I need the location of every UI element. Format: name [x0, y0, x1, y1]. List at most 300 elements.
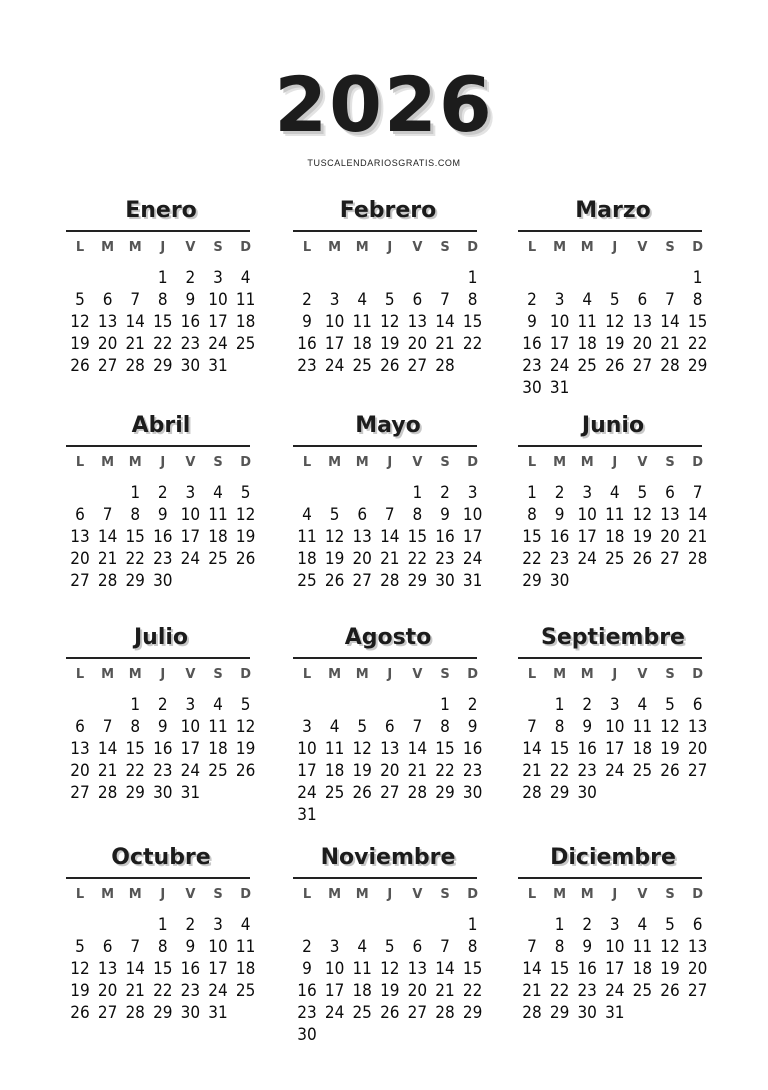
day-cell: 19	[660, 739, 680, 759]
weekday-label: J	[160, 667, 166, 682]
day-cell: 3	[302, 717, 312, 737]
day-cell: 3	[609, 695, 620, 715]
day-cell: 15	[407, 527, 428, 547]
day-cell: 14	[380, 527, 400, 547]
day-cell: 14	[435, 312, 455, 332]
day-cell: 16	[522, 334, 542, 354]
day-cell: 21	[407, 761, 428, 781]
day-cell: 22	[549, 761, 570, 781]
day-cell: 5	[637, 483, 648, 503]
weekday-label: V	[185, 240, 196, 255]
day-cell: 12	[632, 505, 653, 525]
day-cell: 5	[329, 505, 340, 525]
day-cell: 22	[153, 334, 173, 354]
day-cell: 10	[577, 505, 597, 525]
day-cell: 17	[577, 527, 597, 547]
day-cell: 27	[97, 356, 118, 376]
day-cell: 28	[407, 783, 428, 803]
day-cell: 7	[130, 290, 141, 310]
weekday-label: D	[240, 667, 251, 682]
weekday-label: J	[612, 240, 618, 255]
weekday-label: M	[553, 455, 567, 470]
day-cell: 24	[208, 981, 228, 1001]
day-cell: 11	[208, 717, 228, 737]
day-cell: 21	[687, 527, 708, 547]
weekday-label: D	[467, 667, 478, 682]
day-cell: 6	[75, 717, 85, 737]
day-cell: 18	[297, 549, 317, 569]
day-cell: 9	[157, 717, 168, 737]
day-cell: 31	[208, 1003, 228, 1023]
day-cell: 26	[235, 761, 256, 781]
day-cell: 24	[208, 334, 228, 354]
weekday-label: M	[355, 887, 369, 902]
weekday-label: L	[527, 240, 537, 255]
day-cell: 11	[297, 527, 317, 547]
day-cell: 21	[660, 334, 680, 354]
day-cell: 18	[208, 739, 228, 759]
weekday-label: S	[213, 240, 223, 255]
day-cell: 3	[554, 290, 565, 310]
day-cell: 8	[157, 290, 168, 310]
day-cell: 4	[637, 915, 648, 935]
day-cell: 25	[352, 1003, 372, 1023]
day-cell: 30	[577, 783, 597, 803]
day-cell: 27	[70, 571, 90, 591]
day-cell: 20	[70, 761, 90, 781]
day-cell: 9	[185, 290, 196, 310]
day-cell: 16	[435, 527, 455, 547]
weekday-label: M	[128, 667, 142, 682]
weekday-label: D	[692, 240, 703, 255]
day-cell: 6	[384, 717, 395, 737]
weekday-label: L	[302, 887, 312, 902]
weekday-label: M	[553, 887, 567, 902]
day-cell: 3	[582, 483, 593, 503]
day-cell: 18	[632, 739, 653, 759]
day-cell: 15	[125, 527, 145, 547]
weekday-label: M	[328, 240, 342, 255]
day-cell: 29	[549, 1003, 570, 1023]
day-cell: 12	[660, 717, 680, 737]
day-cell: 22	[462, 334, 483, 354]
day-cell: 3	[185, 695, 196, 715]
day-cell: 6	[357, 505, 368, 525]
day-cell: 8	[527, 505, 537, 525]
day-cell: 18	[577, 334, 597, 354]
month-divider	[293, 657, 477, 659]
day-cell: 2	[157, 695, 168, 715]
day-cell: 11	[235, 937, 256, 957]
weekday-label: L	[527, 667, 537, 682]
day-cell: 23	[462, 761, 483, 781]
day-cell: 16	[577, 959, 597, 979]
day-cell: 28	[125, 356, 145, 376]
day-cell: 15	[153, 312, 173, 332]
day-cell: 30	[522, 378, 542, 398]
day-cell: 16	[297, 981, 317, 1001]
day-cell: 29	[687, 356, 708, 376]
month-junio	[518, 413, 708, 613]
day-cell: 1	[554, 695, 565, 715]
weekday-label: S	[440, 887, 450, 902]
day-cell: 7	[412, 717, 423, 737]
day-cell: 2	[185, 268, 196, 288]
day-cell: 31	[462, 571, 483, 591]
day-cell: 24	[180, 761, 201, 781]
day-cell: 17	[324, 334, 345, 354]
month-divider	[518, 445, 702, 447]
day-cell: 11	[352, 312, 372, 332]
day-cell: 30	[180, 356, 201, 376]
day-cell: 15	[125, 739, 145, 759]
weekday-label: S	[665, 455, 675, 470]
day-cell: 17	[180, 527, 201, 547]
day-cell: 12	[352, 739, 372, 759]
weekday-label: M	[128, 887, 142, 902]
day-cell: 19	[235, 739, 256, 759]
weekday-label: M	[101, 887, 115, 902]
day-cell: 30	[153, 571, 173, 591]
day-cell: 20	[407, 334, 428, 354]
day-cell: 16	[180, 312, 201, 332]
day-cell: 6	[637, 290, 648, 310]
day-cell: 19	[660, 959, 680, 979]
day-cell: 15	[522, 527, 542, 547]
day-cell: 26	[70, 1003, 90, 1023]
month-julio	[66, 625, 256, 825]
day-cell: 11	[632, 717, 653, 737]
day-cell: 11	[235, 290, 256, 310]
day-cell: 21	[380, 549, 400, 569]
day-cell: 1	[130, 695, 141, 715]
month-divider	[66, 230, 250, 232]
day-cell: 9	[582, 937, 593, 957]
weekday-label: D	[467, 887, 478, 902]
day-cell: 9	[467, 717, 478, 737]
day-cell: 13	[660, 505, 680, 525]
day-cell: 20	[407, 981, 428, 1001]
weekday-label: M	[580, 455, 594, 470]
day-cell: 21	[125, 334, 145, 354]
day-cell: 5	[357, 717, 368, 737]
day-cell: 2	[185, 915, 196, 935]
day-cell: 7	[527, 717, 537, 737]
weekday-label: L	[302, 240, 312, 255]
day-cell: 14	[522, 959, 542, 979]
weekday-label: M	[328, 887, 342, 902]
day-cell: 4	[213, 483, 223, 503]
day-cell: 4	[357, 937, 368, 957]
weekday-label: M	[580, 887, 594, 902]
day-cell: 12	[380, 312, 400, 332]
day-cell: 9	[582, 717, 593, 737]
day-cell: 30	[577, 1003, 597, 1023]
day-cell: 30	[297, 1025, 317, 1045]
day-cell: 10	[462, 505, 483, 525]
day-cell: 6	[102, 937, 113, 957]
month-noviembre	[293, 845, 483, 1045]
day-cell: 26	[352, 783, 372, 803]
month-agosto	[293, 625, 483, 825]
month-divider	[66, 877, 250, 879]
day-cell: 25	[297, 571, 317, 591]
day-cell: 28	[687, 549, 708, 569]
day-cell: 12	[660, 937, 680, 957]
day-cell: 13	[687, 717, 708, 737]
day-cell: 22	[687, 334, 708, 354]
day-cell: 5	[75, 290, 85, 310]
day-cell: 28	[522, 1003, 542, 1023]
day-cell: 26	[605, 356, 625, 376]
weekday-label: S	[440, 667, 450, 682]
day-cell: 26	[660, 981, 680, 1001]
weekday-label: L	[302, 667, 312, 682]
day-cell: 28	[125, 1003, 145, 1023]
month-marzo	[518, 198, 708, 398]
day-cell: 11	[632, 937, 653, 957]
day-cell: 12	[380, 959, 400, 979]
weekday-label: D	[240, 240, 251, 255]
month-mayo	[293, 413, 483, 613]
day-cell: 7	[440, 937, 450, 957]
month-septiembre	[518, 625, 708, 825]
day-cell: 26	[70, 356, 90, 376]
day-cell: 26	[660, 761, 680, 781]
day-cell: 4	[609, 483, 620, 503]
day-cell: 17	[605, 959, 625, 979]
day-cell: 17	[462, 527, 483, 547]
day-cell: 29	[153, 1003, 173, 1023]
day-cell: 21	[435, 981, 455, 1001]
day-cell: 6	[102, 290, 113, 310]
day-cell: 9	[185, 937, 196, 957]
day-cell: 7	[440, 290, 450, 310]
day-cell: 13	[687, 937, 708, 957]
day-cell: 1	[692, 268, 703, 288]
day-cell: 23	[522, 356, 542, 376]
day-cell: 7	[102, 717, 113, 737]
month-name: Junio	[581, 413, 645, 438]
day-cell: 8	[130, 505, 141, 525]
weekday-label: J	[387, 455, 393, 470]
day-cell: 22	[125, 761, 145, 781]
month-name: Julio	[133, 625, 189, 650]
day-cell: 19	[605, 334, 625, 354]
day-cell: 24	[297, 783, 317, 803]
day-cell: 28	[522, 783, 542, 803]
weekday-label: M	[128, 240, 142, 255]
day-cell: 23	[549, 549, 570, 569]
day-cell: 26	[380, 356, 400, 376]
day-cell: 1	[467, 268, 478, 288]
day-cell: 1	[440, 695, 450, 715]
day-cell: 13	[70, 527, 90, 547]
day-cell: 19	[632, 527, 653, 547]
month-abril	[66, 413, 256, 613]
day-cell: 15	[462, 312, 483, 332]
day-cell: 7	[527, 937, 537, 957]
weekday-label: S	[213, 455, 223, 470]
weekday-label: V	[637, 455, 648, 470]
weekday-label: J	[160, 240, 166, 255]
month-divider	[518, 657, 702, 659]
day-cell: 3	[609, 915, 620, 935]
day-cell: 20	[380, 761, 400, 781]
weekday-label: J	[612, 667, 618, 682]
day-cell: 6	[75, 505, 85, 525]
weekday-label: L	[75, 887, 85, 902]
weekday-label: S	[665, 240, 675, 255]
day-cell: 11	[577, 312, 597, 332]
day-cell: 27	[70, 783, 90, 803]
month-name: Abril	[131, 413, 191, 438]
day-cell: 30	[462, 783, 483, 803]
day-cell: 1	[467, 915, 478, 935]
day-cell: 10	[180, 505, 201, 525]
weekday-label: S	[213, 887, 223, 902]
day-cell: 23	[153, 761, 173, 781]
day-cell: 10	[324, 312, 345, 332]
day-cell: 15	[153, 959, 173, 979]
day-cell: 28	[380, 571, 400, 591]
day-cell: 20	[97, 981, 118, 1001]
day-cell: 2	[527, 290, 537, 310]
day-cell: 25	[352, 356, 372, 376]
day-cell: 16	[180, 959, 201, 979]
day-cell: 24	[324, 356, 345, 376]
day-cell: 6	[692, 915, 703, 935]
weekday-label: L	[75, 240, 85, 255]
day-cell: 31	[549, 378, 570, 398]
day-cell: 20	[687, 959, 708, 979]
weekday-label: D	[467, 455, 478, 470]
day-cell: 25	[324, 783, 345, 803]
day-cell: 17	[297, 761, 317, 781]
day-cell: 14	[97, 739, 118, 759]
day-cell: 19	[235, 527, 256, 547]
day-cell: 13	[70, 739, 90, 759]
day-cell: 24	[180, 549, 201, 569]
day-cell: 3	[213, 915, 223, 935]
day-cell: 25	[632, 981, 653, 1001]
day-cell: 2	[582, 695, 593, 715]
day-cell: 20	[97, 334, 118, 354]
day-cell: 23	[435, 549, 455, 569]
weekday-label: L	[527, 455, 537, 470]
day-cell: 2	[302, 290, 312, 310]
month-divider	[293, 877, 477, 879]
weekday-label: J	[612, 887, 618, 902]
day-cell: 7	[692, 483, 703, 503]
day-cell: 10	[297, 739, 317, 759]
day-cell: 5	[665, 915, 675, 935]
day-cell: 10	[180, 717, 201, 737]
day-cell: 17	[324, 981, 345, 1001]
day-cell: 1	[130, 483, 141, 503]
day-cell: 21	[522, 981, 542, 1001]
weekday-label: L	[527, 887, 537, 902]
day-cell: 1	[157, 268, 168, 288]
weekday-label: M	[553, 667, 567, 682]
day-cell: 19	[70, 334, 90, 354]
day-cell: 1	[527, 483, 537, 503]
day-cell: 14	[435, 959, 455, 979]
day-cell: 9	[527, 312, 537, 332]
day-cell: 25	[577, 356, 597, 376]
day-cell: 5	[609, 290, 620, 310]
day-cell: 4	[240, 268, 251, 288]
day-cell: 4	[329, 717, 340, 737]
day-cell: 5	[240, 695, 251, 715]
weekday-label: M	[328, 667, 342, 682]
month-divider	[293, 230, 477, 232]
year-title: 2026	[274, 60, 494, 149]
month-divider	[518, 230, 702, 232]
weekday-label: V	[185, 455, 196, 470]
weekday-label: D	[692, 667, 703, 682]
month-name: Diciembre	[550, 845, 676, 870]
day-cell: 17	[208, 959, 228, 979]
day-cell: 27	[632, 356, 653, 376]
day-cell: 18	[324, 761, 345, 781]
day-cell: 18	[632, 959, 653, 979]
weekday-label: J	[160, 455, 166, 470]
month-name: Enero	[125, 198, 197, 223]
day-cell: 16	[153, 739, 173, 759]
day-cell: 6	[692, 695, 703, 715]
day-cell: 4	[240, 915, 251, 935]
month-name: Octubre	[111, 845, 211, 870]
day-cell: 13	[352, 527, 372, 547]
day-cell: 24	[462, 549, 483, 569]
weekday-label: S	[440, 455, 450, 470]
day-cell: 2	[467, 695, 478, 715]
weekday-label: J	[612, 455, 618, 470]
day-cell: 25	[632, 761, 653, 781]
month-name: Mayo	[355, 413, 421, 438]
day-cell: 25	[235, 334, 256, 354]
weekday-label: M	[355, 667, 369, 682]
day-cell: 18	[235, 312, 256, 332]
day-cell: 23	[180, 334, 201, 354]
day-cell: 13	[407, 312, 428, 332]
day-cell: 24	[577, 549, 597, 569]
weekday-label: M	[553, 240, 567, 255]
day-cell: 21	[125, 981, 145, 1001]
day-cell: 31	[180, 783, 201, 803]
weekday-label: D	[240, 887, 251, 902]
day-cell: 11	[352, 959, 372, 979]
day-cell: 31	[208, 356, 228, 376]
weekday-label: V	[185, 667, 196, 682]
weekday-label: S	[665, 667, 675, 682]
day-cell: 24	[324, 1003, 345, 1023]
day-cell: 5	[384, 937, 395, 957]
day-cell: 13	[407, 959, 428, 979]
day-cell: 19	[352, 761, 372, 781]
website-credit: TUSCALENDARIOSGRATIS.COM	[307, 158, 461, 168]
day-cell: 22	[435, 761, 455, 781]
weekday-label: M	[128, 455, 142, 470]
weekday-label: J	[160, 887, 166, 902]
month-divider	[293, 445, 477, 447]
day-cell: 3	[467, 483, 478, 503]
day-cell: 29	[522, 571, 542, 591]
day-cell: 29	[462, 1003, 483, 1023]
day-cell: 10	[208, 290, 228, 310]
day-cell: 19	[380, 334, 400, 354]
